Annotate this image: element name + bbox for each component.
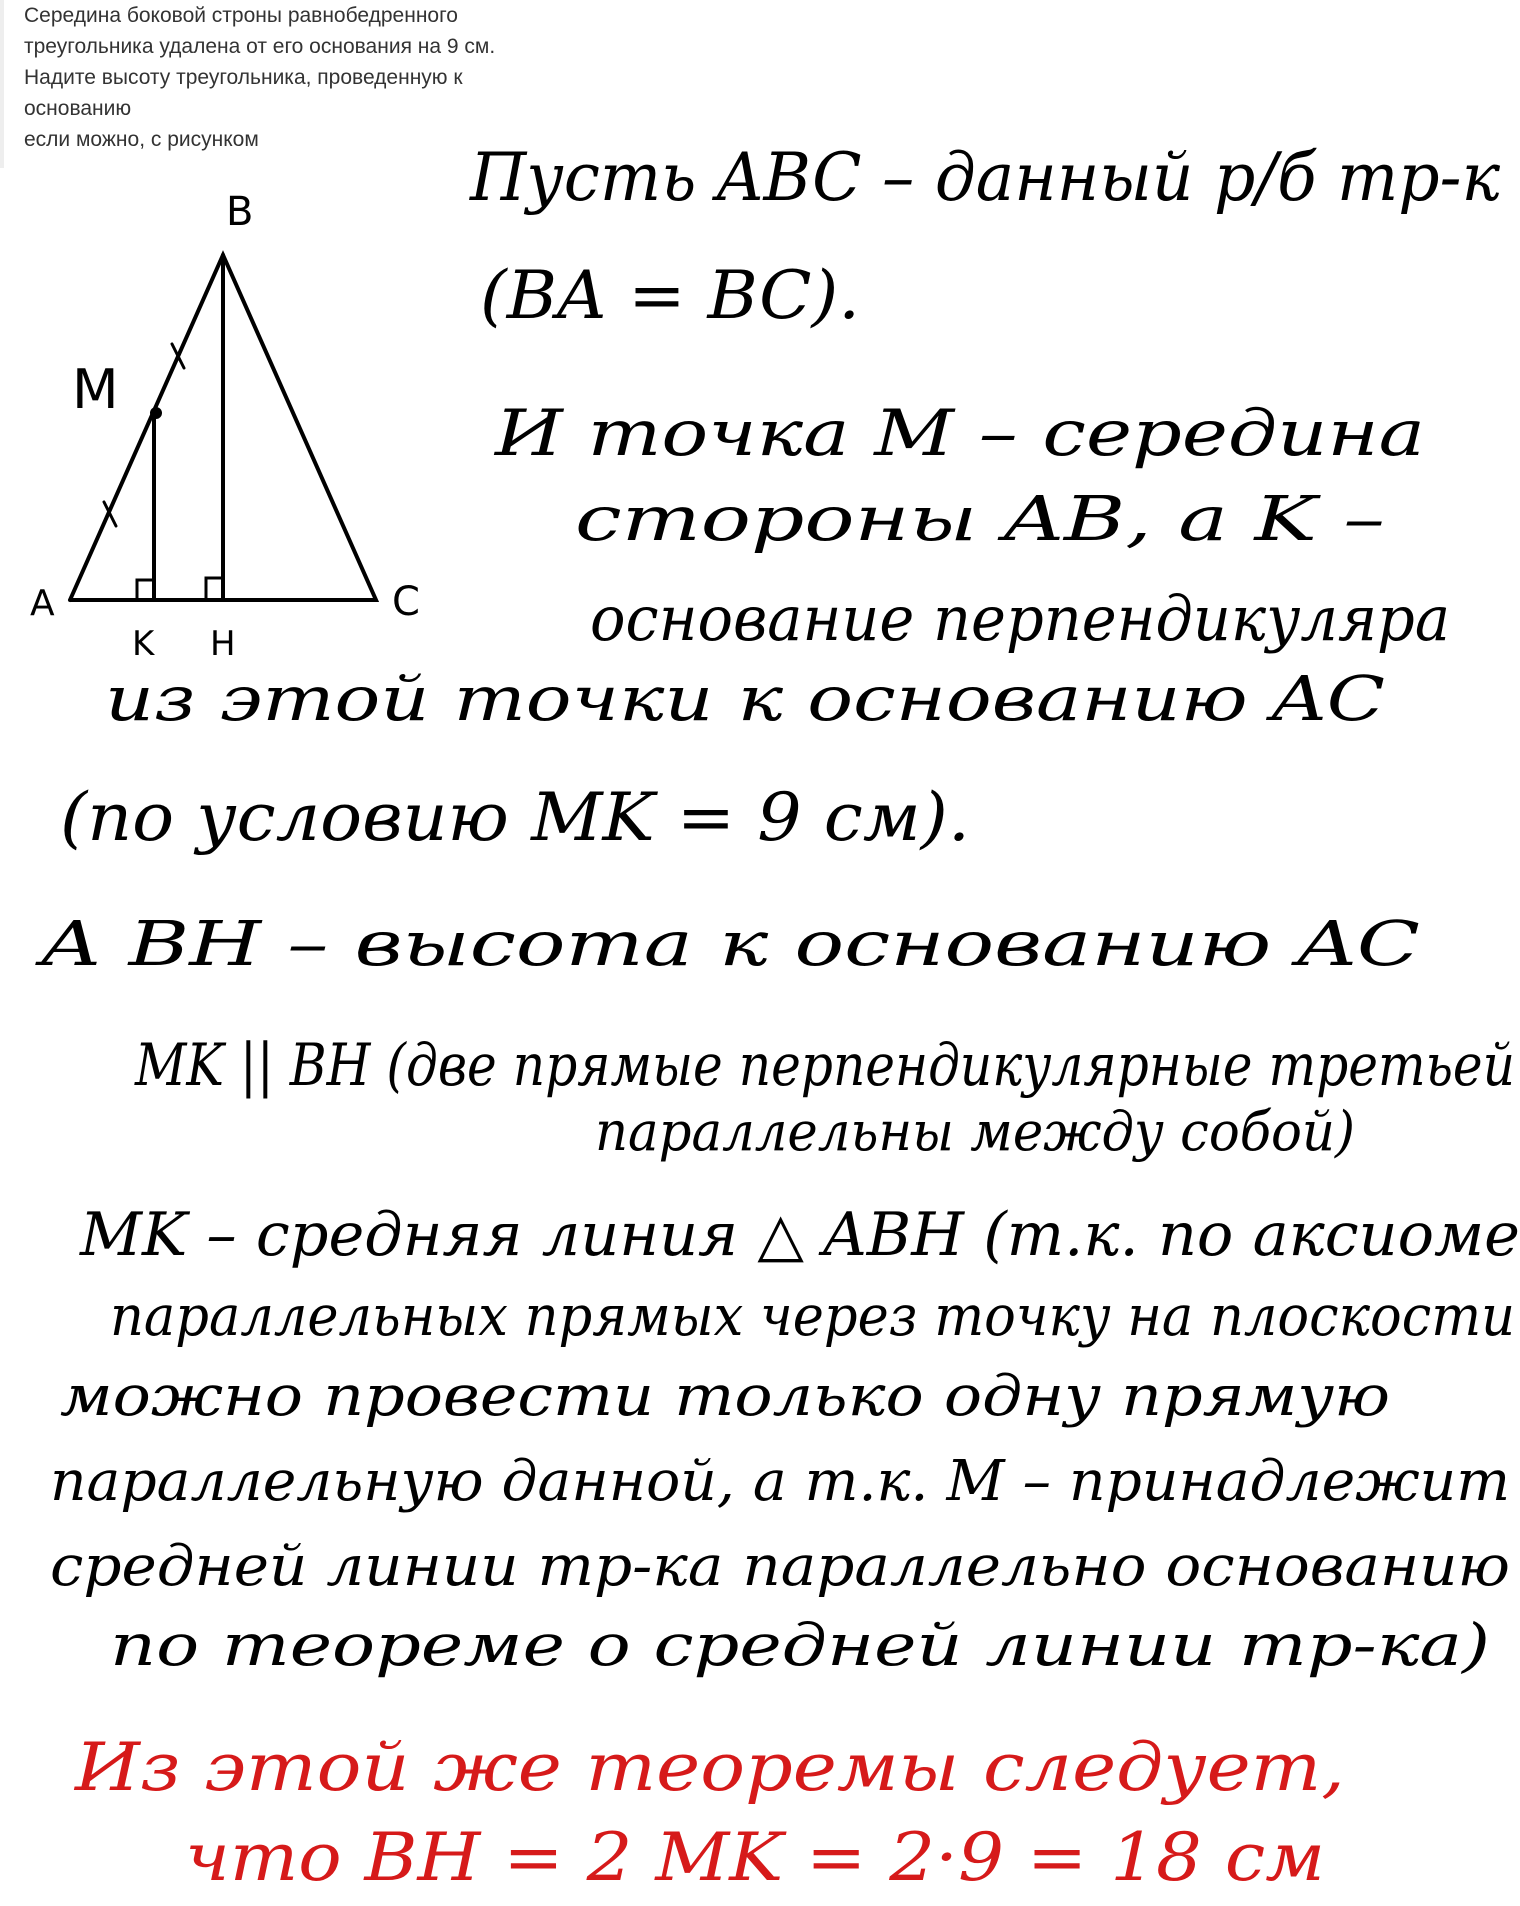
solution-line: параллельную данной, а т.к. M – принадлежит — [50, 1449, 1510, 1514]
point-label-h: H — [210, 624, 236, 664]
vertex-label-c: C — [392, 579, 420, 625]
vertex-label-a: A — [30, 583, 55, 624]
solution-line: MK || BH (две прямые перпендикулярные третьей — [134, 1031, 1516, 1099]
solution-line: параллельных прямых через точку на плоскости — [110, 1284, 1515, 1349]
problem-line: основанию — [24, 97, 132, 120]
solution-line: основание перпендикуляра — [590, 582, 1450, 655]
solution-line: А BH – высота к основанию AC — [34, 907, 1420, 980]
solution-line: MK – средняя линия △ ABH (т.к. по аксиоме — [78, 1200, 1520, 1270]
problem-line: Середина боковой строны равнобедренного — [24, 4, 458, 27]
solution-line: можно провести только одну прямую — [60, 1364, 1390, 1429]
solution-line: Пусть ABC – данный р/б тр-к — [469, 139, 1501, 216]
triangle-figure — [70, 255, 376, 600]
point-label-k: K — [132, 624, 155, 664]
solution-text — [35, 139, 1520, 1679]
conclusion-line: Из этой же теоремы следует, — [73, 1729, 1345, 1806]
solution-line: параллельны между собой) — [595, 1100, 1355, 1163]
problem-line: если можно, с рисунком — [24, 128, 259, 151]
right-angle-mark-h — [206, 578, 223, 600]
midpoint-dot — [152, 409, 160, 417]
solution-line: стороны AB, а K – — [575, 482, 1385, 555]
solution-conclusion — [74, 1729, 1345, 1896]
problem-line: треугольника удалена от его основания на 9 см. — [24, 35, 496, 58]
vertex-label-b: B — [226, 189, 254, 235]
solution-line: средней линии тр-ка параллельно основанию — [50, 1534, 1510, 1599]
solution-line: (BA = BC). — [480, 257, 860, 334]
solution-line: (по условию MK = 9 см). — [60, 779, 970, 856]
problem-line: Надите высоту треугольника, проведенную к — [24, 66, 463, 89]
conclusion-line: что BH = 2 MK = 2·9 = 18 см — [185, 1819, 1325, 1896]
solution-line: из этой точки к основанию AC — [105, 662, 1385, 735]
solution-line: по теореме о средней линии тр-ка) — [110, 1611, 1490, 1679]
right-angle-mark-k — [137, 580, 154, 600]
point-label-m: M — [72, 358, 119, 421]
solution-line: И точка M – середина — [493, 397, 1426, 471]
